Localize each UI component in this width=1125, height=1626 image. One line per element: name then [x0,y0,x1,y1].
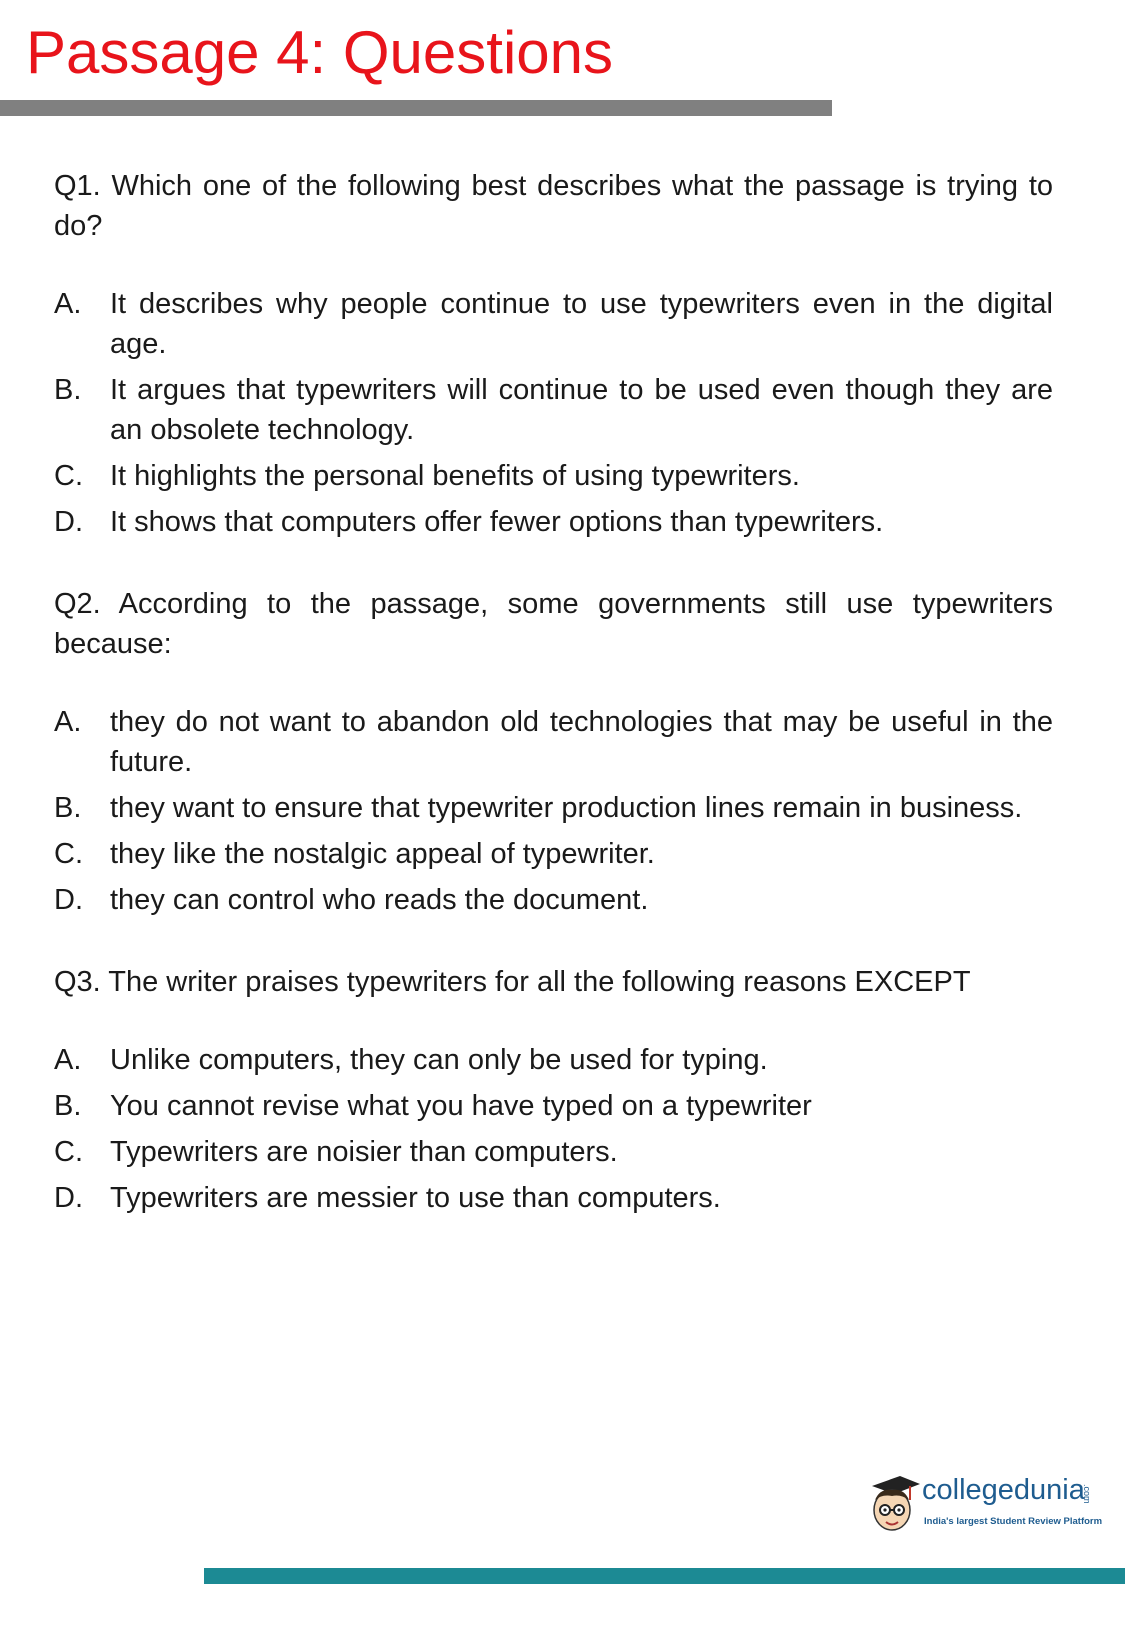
option-text: Typewriters are messier to use than computers. [110,1182,721,1214]
option-letter: D. [54,506,83,538]
option-item [54,1040,1053,1080]
option-letter: D. [54,1182,83,1214]
logo-domain-suffix: .com [1082,1484,1092,1504]
option-letter: A. [54,288,82,320]
option-text: It describes why people continue to use typewriters even in the digital age. [110,288,1053,360]
option-text: they do not want to abandon old technologies that may be useful in the future. [110,706,1053,778]
option-item [54,834,1053,874]
option-item [54,1132,1053,1172]
option-item [54,1178,1053,1218]
question-block-3 [54,962,1053,1218]
option-text: You cannot revise what you have typed on a typewriter [110,1090,812,1122]
option-letter: B. [54,374,82,406]
option-letter: B. [54,1090,82,1122]
mascot-icon [866,1472,922,1538]
option-text: they want to ensure that typewriter production lines remain in business. [110,792,1023,824]
option-text: Unlike computers, they can only be used for typing. [110,1044,768,1076]
question-text: Q2. According to the passage, some governments still use typewriters because: [54,588,1053,660]
option-text: they like the nostalgic appeal of typewriter. [110,838,655,870]
question-text: Q1. Which one of the following best describes what the passage is trying to do? [54,170,1053,242]
option-letter: A. [54,1044,82,1076]
options-list [54,702,1053,920]
option-text: It argues that typewriters will continue to be used even though they are an obsolete technology. [110,374,1053,446]
option-item [54,502,1053,542]
option-letter: A. [54,706,82,738]
option-letter: D. [54,884,83,916]
option-item [54,788,1053,828]
options-list [54,284,1053,542]
footer-bar [204,1568,1125,1584]
option-letter: C. [54,1136,83,1168]
option-item [54,370,1053,450]
question-text: Q3. The writer praises typewriters for all the following reasons EXCEPT [54,966,971,998]
logo-tagline: India's largest Student Review Platform [924,1516,1103,1527]
option-text: Typewriters are noisier than computers. [110,1136,618,1168]
questions-content [54,166,1053,1260]
option-item [54,284,1053,364]
option-letter: C. [54,838,83,870]
option-item [54,880,1053,920]
option-text: It highlights the personal benefits of using typewriters. [110,460,800,492]
question-block-1 [54,166,1053,542]
question-block-2 [54,584,1053,920]
option-text: they can control who reads the document. [110,884,649,916]
option-text: It shows that computers offer fewer options than typewriters. [110,506,884,538]
option-letter: C. [54,460,83,492]
option-item [54,702,1053,782]
option-item [54,1086,1053,1126]
logo-name: collegedunia [922,1474,1085,1506]
option-letter: B. [54,792,82,824]
option-item [54,456,1053,496]
collegedunia-logo [866,1472,1103,1538]
options-list [54,1040,1053,1218]
title-underline-bar [0,100,832,116]
page-title: Passage 4: Questions [26,19,614,86]
